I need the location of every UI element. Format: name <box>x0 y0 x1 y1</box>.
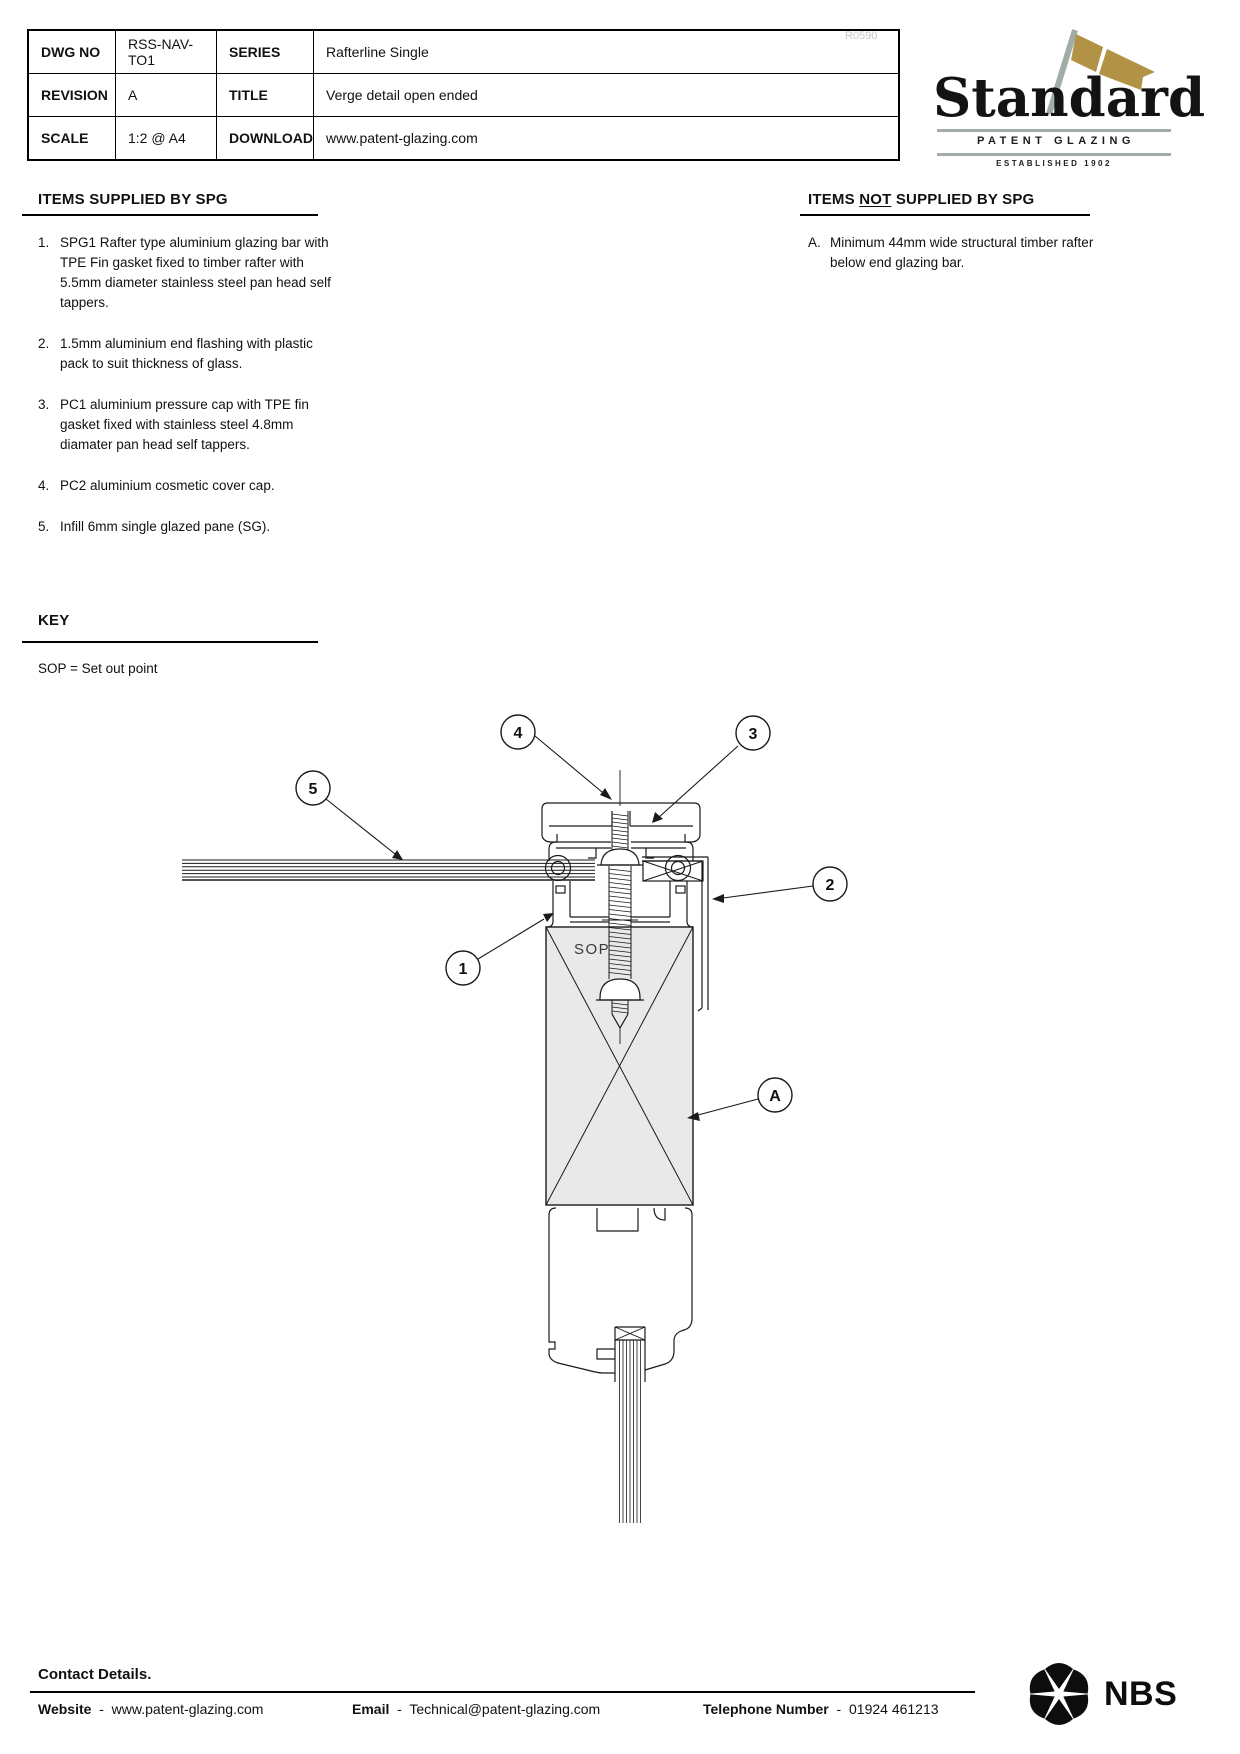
glass-pane <box>182 860 595 880</box>
not-supplied-list <box>808 233 1102 294</box>
contact-rule <box>30 1691 975 1693</box>
phone-value: 01924 461213 <box>849 1701 939 1717</box>
dwg-no-value: RSS-NAV-TO1 <box>116 30 217 74</box>
revision-value: A <box>116 74 217 117</box>
key-text: SOP = Set out point <box>38 661 158 676</box>
svg-text:1: 1 <box>458 961 468 978</box>
vertical-glazing <box>615 1327 645 1523</box>
technical-drawing <box>150 630 850 1545</box>
scale-value: 1:2 @ A4 <box>116 117 217 161</box>
supplied-rule <box>22 214 318 216</box>
svg-text:3: 3 <box>748 726 758 743</box>
download-label: DOWNLOAD <box>217 117 314 161</box>
not-supplied-heading: ITEMS NOT SUPPLIED BY SPG <box>808 191 1035 208</box>
cover-cap <box>542 803 700 842</box>
dwg-no-label: DWG NO <box>28 30 116 74</box>
svg-text:4: 4 <box>513 725 523 742</box>
svg-text:2: 2 <box>825 877 835 894</box>
title-block-table <box>27 29 900 161</box>
revision-watermark: R0590 <box>845 30 878 42</box>
gasket-right <box>666 856 691 881</box>
sop-label: SOP <box>574 941 611 958</box>
series-label: SERIES <box>217 30 314 74</box>
nbs-logo <box>1022 1655 1177 1733</box>
timber-rafter <box>546 927 693 1205</box>
download-value: www.patent-glazing.com <box>314 117 900 161</box>
list-item: 4. PC2 aluminium cosmetic cover cap. <box>38 478 275 493</box>
revision-label: REVISION <box>28 74 116 117</box>
phone-label: Telephone Number <box>703 1701 829 1717</box>
series-value: Rafterline Single <box>314 30 900 74</box>
svg-text:5: 5 <box>308 781 318 798</box>
supplied-heading: ITEMS SUPPLIED BY SPG <box>38 191 228 208</box>
logo-established: ESTABLISHED 1902 <box>996 159 1112 168</box>
table-row <box>28 74 899 117</box>
list-item: 2. 1.5mm aluminium end flashing with plastic pack to suit thickness of glass. <box>38 336 313 371</box>
nbs-flower-icon <box>1022 1655 1096 1733</box>
scale-label: SCALE <box>28 117 116 161</box>
email-value: Technical@patent-glazing.com <box>409 1701 601 1717</box>
logo-subtitle: PATENT GLAZING <box>977 135 1135 147</box>
contact-heading: Contact Details. <box>38 1666 152 1683</box>
svg-text:A: A <box>769 1088 781 1105</box>
title-label: TITLE <box>217 74 314 117</box>
title-value: Verge detail open ended <box>314 74 900 117</box>
company-logo <box>933 20 1206 168</box>
list-item: 1. SPG1 Rafter type aluminium glazing bar with TPE Fin gasket fixed to timber rafter with 5.5mm diameter stainless steel pan head self tappers. <box>38 235 331 310</box>
email-label: Email <box>352 1701 390 1717</box>
website-entry: Website - www.patent-glazing.com <box>38 1701 264 1717</box>
website-value: www.patent-glazing.com <box>111 1701 264 1717</box>
nbs-wordmark: NBS <box>1104 1674 1178 1713</box>
lower-profile <box>549 1208 692 1373</box>
logo-wordmark: Standard <box>933 67 1206 129</box>
list-item: 3. PC1 aluminium pressure cap with TPE fin gasket fixed with stainless steel 4.8mm diamater pan head self tappers. <box>38 397 309 452</box>
table-row <box>28 117 899 161</box>
supplied-list <box>38 233 332 558</box>
not-supplied-rule <box>800 214 1090 216</box>
list-item: 5. Infill 6mm single glazed pane (SG). <box>38 519 271 534</box>
website-label: Website <box>38 1701 92 1717</box>
key-heading: KEY <box>38 612 70 629</box>
table-row <box>28 30 899 74</box>
phone-entry: Telephone Number - 01924 461213 <box>703 1701 939 1717</box>
list-item: A. Minimum 44mm wide structural timber rafter below end glazing bar. <box>808 235 1094 270</box>
email-entry: Email - Technical@patent-glazing.com <box>352 1701 601 1717</box>
